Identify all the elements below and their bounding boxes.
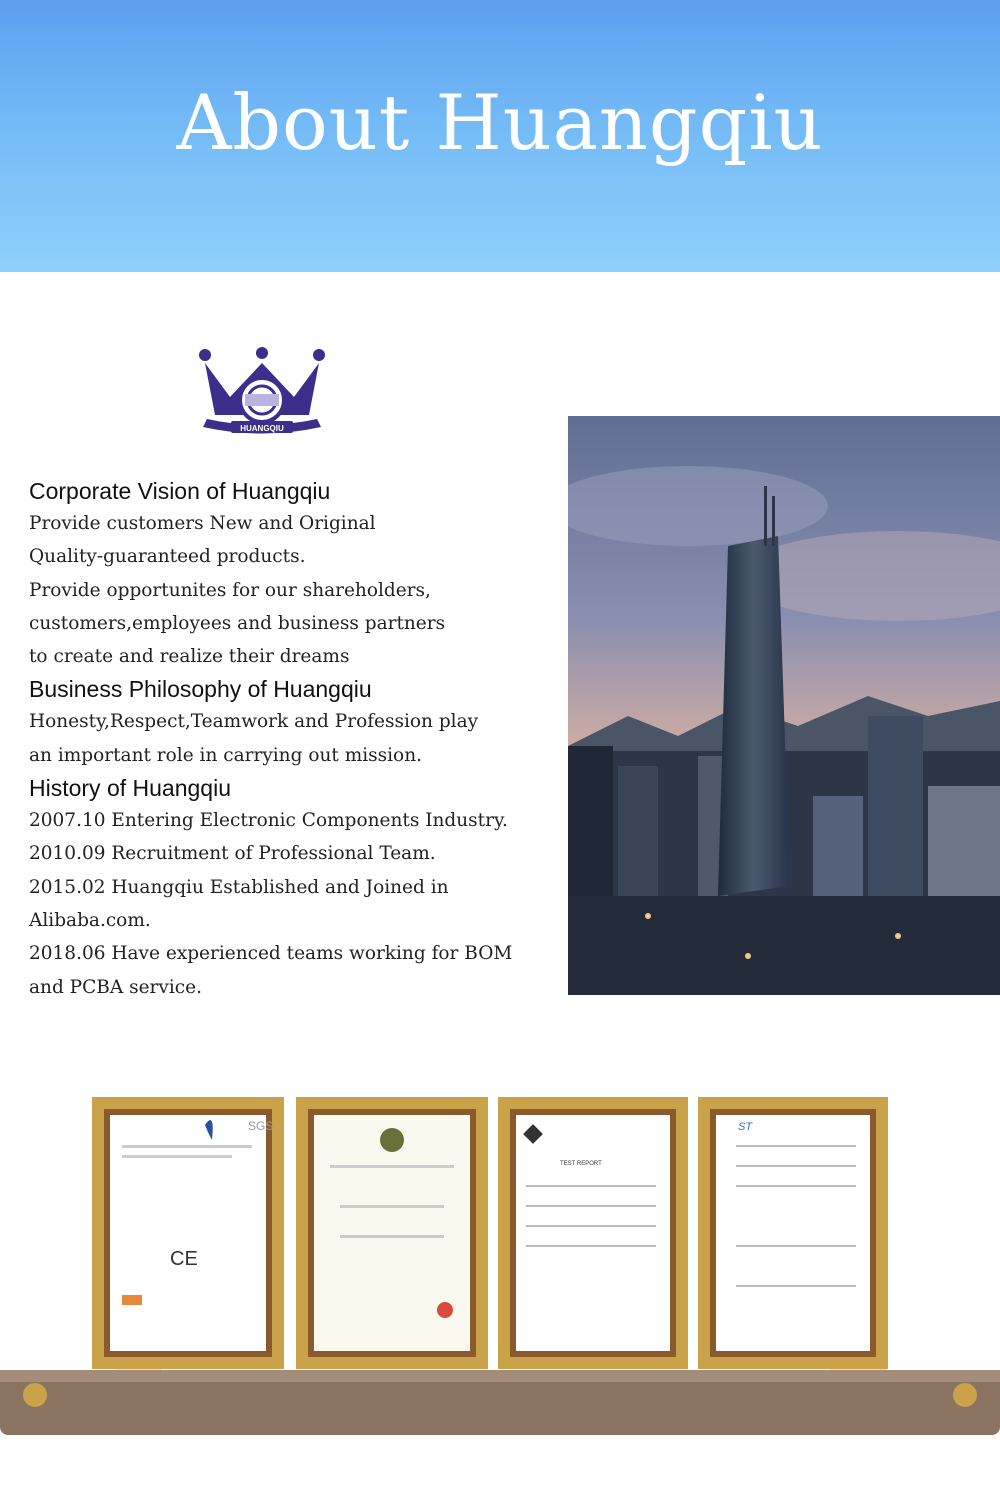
certificate-frame bbox=[92, 1097, 284, 1369]
city-skyline-photo bbox=[568, 416, 1000, 995]
section-line: Quality-guaranteed products. bbox=[29, 546, 306, 568]
test-report-title: TEST REPORT bbox=[560, 1161, 602, 1167]
page-title: About Huangqiu bbox=[176, 78, 824, 167]
st-logo: ST bbox=[738, 1121, 753, 1133]
section-heading: Business Philosophy of Huangqiu bbox=[29, 676, 372, 703]
certificate-frame bbox=[698, 1097, 888, 1369]
history-item: 2010.09 Recruitment of Professional Team. bbox=[29, 843, 436, 865]
section-vision bbox=[29, 475, 559, 673]
about-text-block bbox=[29, 475, 559, 1004]
logo-text: HUANGQIU bbox=[240, 424, 284, 433]
section-line: an important role in carrying out mission. bbox=[29, 744, 422, 766]
huangqiu-logo bbox=[195, 345, 330, 440]
section-heading: Corporate Vision of Huangqiu bbox=[29, 478, 331, 504]
header-banner bbox=[0, 0, 1000, 272]
ce-mark: CE bbox=[170, 1248, 198, 1270]
section-philosophy bbox=[29, 673, 559, 772]
section-line: Provide customers New and Original bbox=[29, 513, 376, 534]
history-item: 2007.10 Entering Electronic Components Industry. bbox=[29, 810, 508, 832]
history-item: 2015.02 Huangqiu Established and Joined in bbox=[29, 876, 449, 898]
section-history bbox=[29, 772, 559, 1004]
section-line: Provide opportunites for our shareholders, bbox=[29, 579, 431, 601]
section-line: to create and realize their dreams bbox=[29, 646, 350, 668]
section-line: customers,employees and business partners bbox=[29, 612, 446, 634]
section-line: Honesty,Respect,Teamwork and Profession play bbox=[29, 711, 479, 733]
history-item: Alibaba.com. bbox=[29, 909, 151, 931]
history-item: 2018.06 Have experienced teams working for BOM bbox=[29, 943, 513, 965]
certificate-frame bbox=[498, 1097, 688, 1369]
certificate-frame bbox=[296, 1097, 488, 1369]
certificates-shelf bbox=[0, 1085, 1000, 1455]
section-heading: History of Huangqiu bbox=[29, 775, 231, 802]
history-item: and PCBA service. bbox=[29, 976, 202, 998]
sgs-mark: SGS bbox=[248, 1119, 274, 1133]
